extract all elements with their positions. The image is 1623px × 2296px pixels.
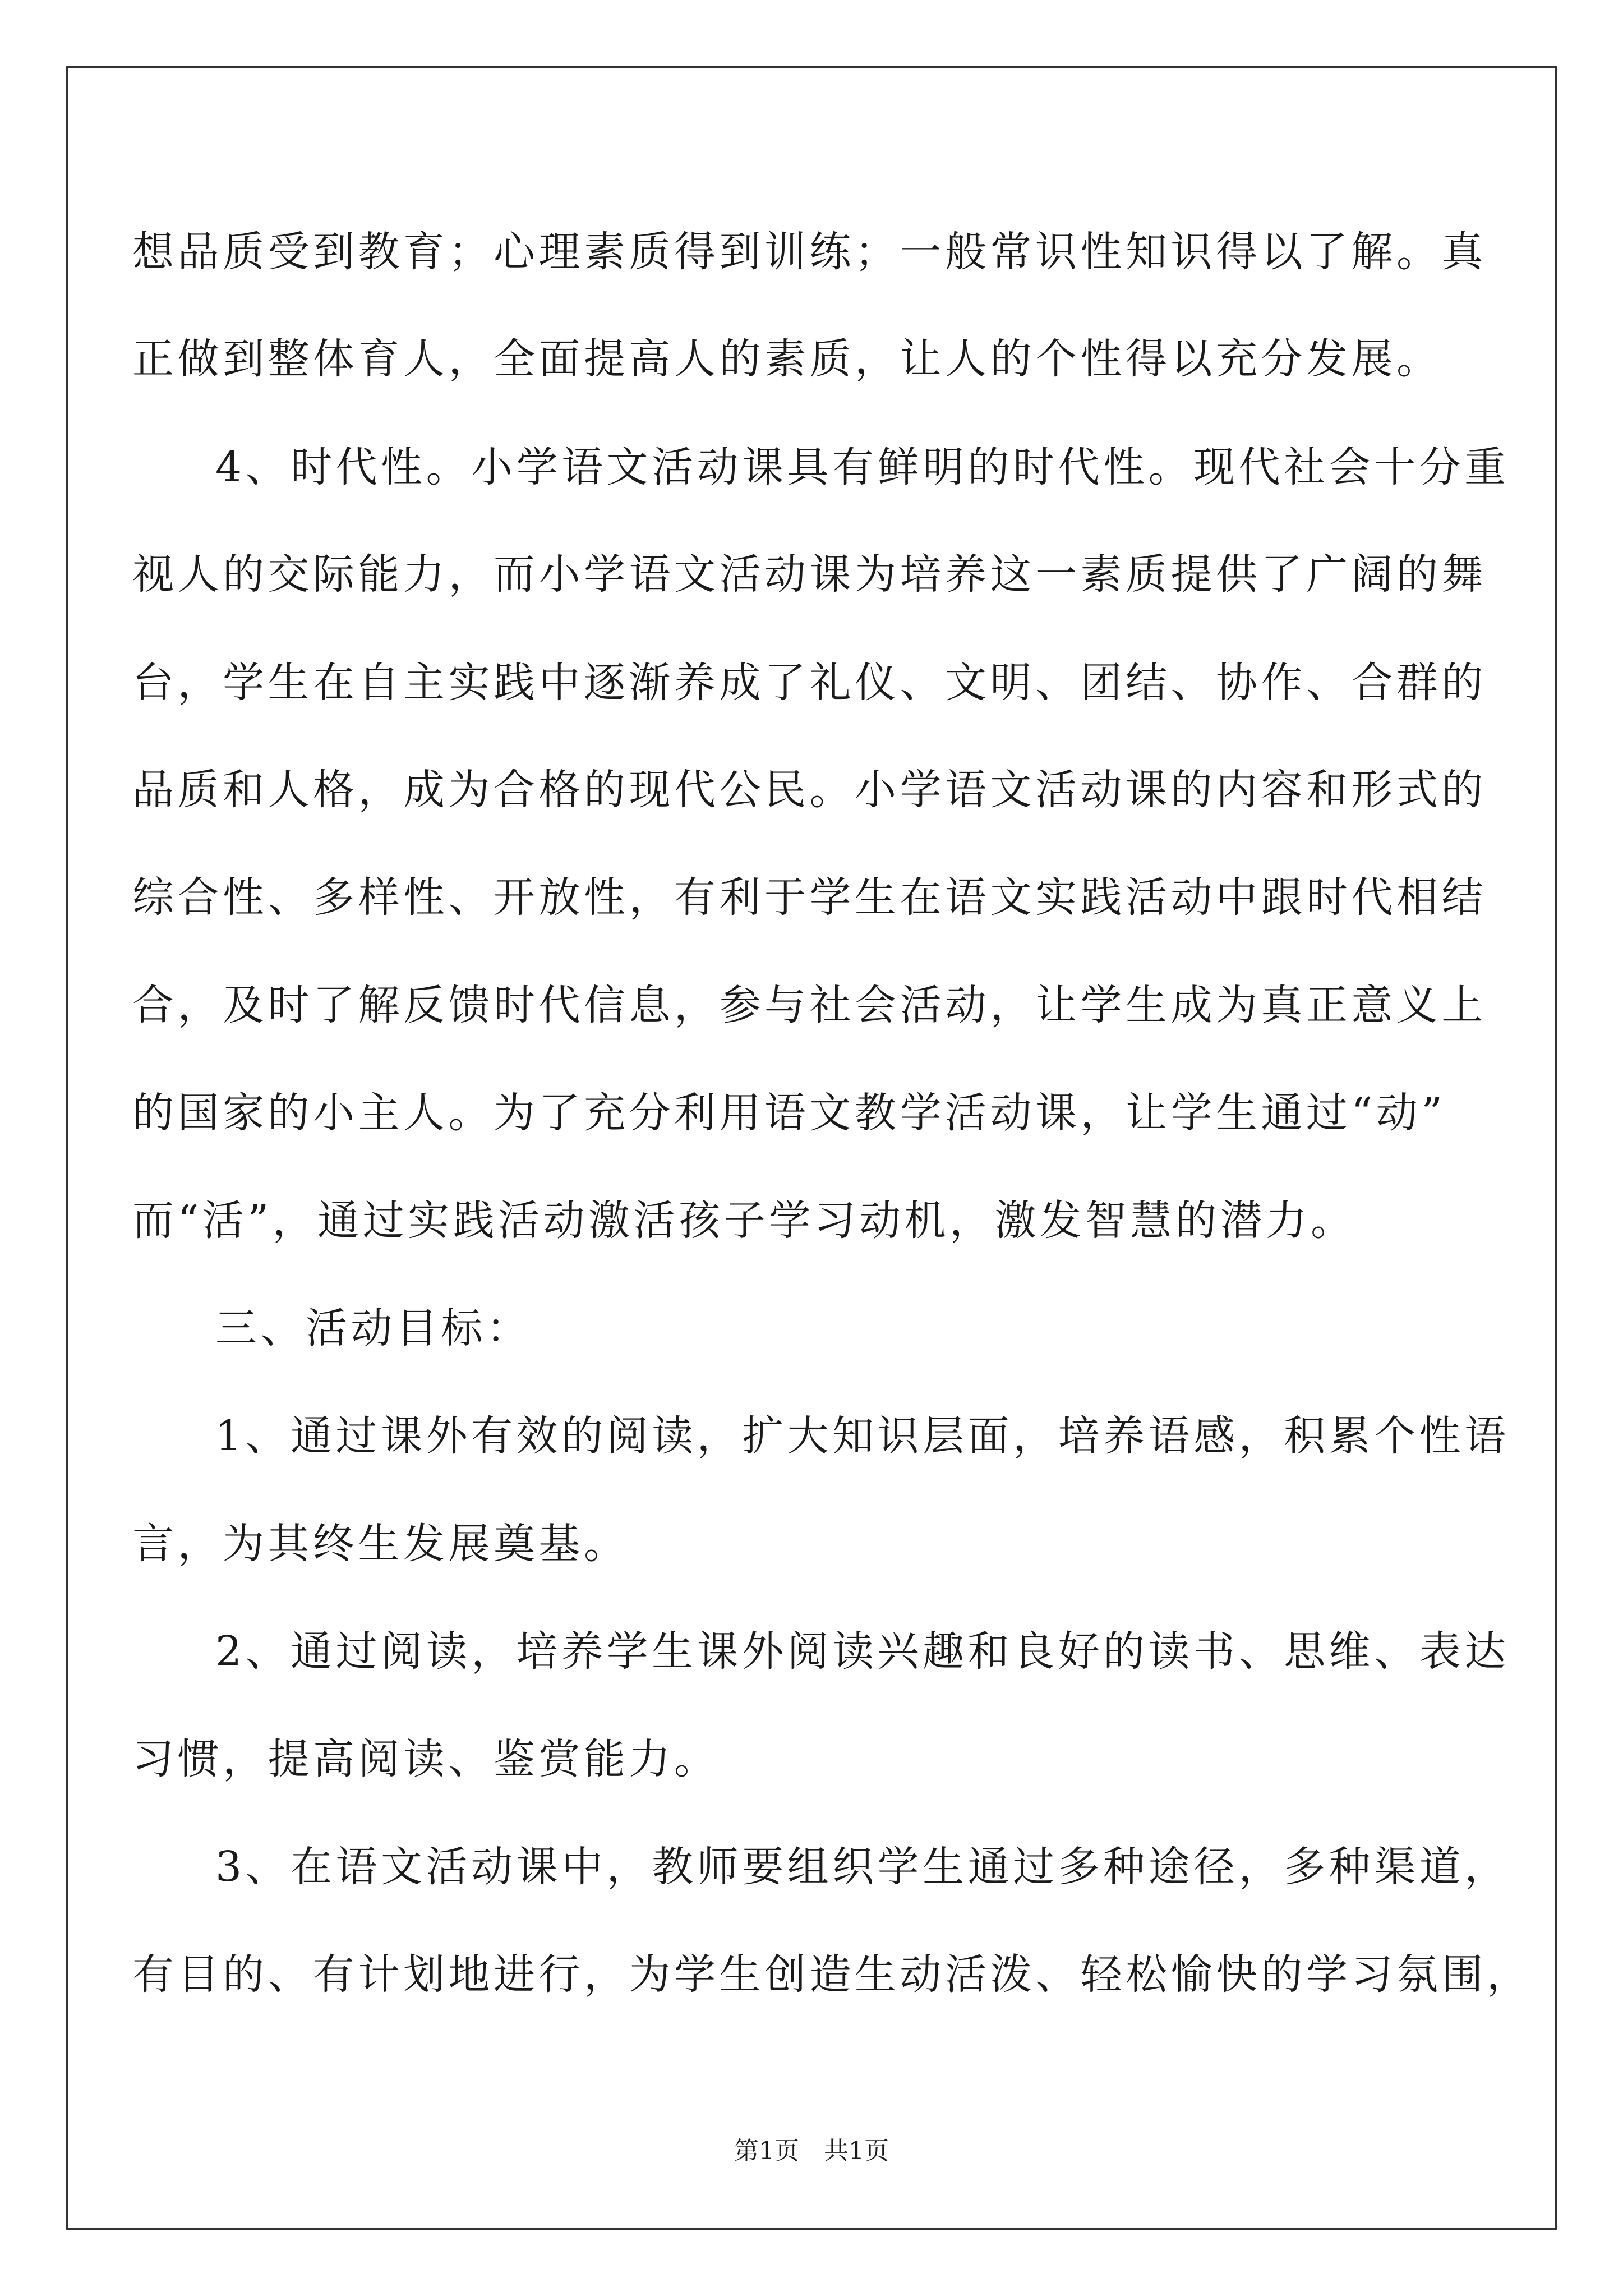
text-line: 想品质受到教育；心理素质得到训练；一般常识性知识得以了解。真	[132, 228, 1487, 276]
text-line: 合，及时了解反馈时代信息，参与社会活动，让学生成为真正意义上	[132, 981, 1487, 1029]
text-line: 台，学生在自主实践中逐渐养成了礼仪、文明、团结、协作、合群的	[132, 659, 1487, 707]
page-number: 第1页 共1页	[734, 2137, 889, 2165]
text-line: 而“活”，通过实践活动激活孩子学习动机，激发智慧的潜力。	[132, 1197, 1356, 1245]
text-line: 1、通过课外有效的阅读，扩大知识层面，培养语感，积累个性语	[215, 1412, 1510, 1460]
text-line: 正做到整体育人，全面提高人的素质，让人的个性得以充分发展。	[132, 335, 1442, 383]
text-line: 有目的、有计划地进行，为学生创造生动活泼、轻松愉快的学习氛围，	[132, 1950, 1532, 1999]
text-line: 品质和人格，成为合格的现代公民。小学语文活动课的内容和形式的	[132, 766, 1487, 814]
text-line: 2、通过阅读，培养学生课外阅读兴趣和良好的读书、思维、表达	[215, 1627, 1510, 1676]
section-heading: 三、活动目标：	[215, 1304, 532, 1352]
text-line: 3、在语文活动课中，教师要组织学生通过多种途径，多种渠道，	[215, 1843, 1510, 1891]
text-line: 习惯，提高阅读、鉴赏能力。	[132, 1735, 720, 1783]
text-line: 的国家的小主人。为了充分利用语文教学活动课，让学生通过“动”	[132, 1089, 1446, 1137]
page-border	[66, 66, 1557, 2230]
text-line: 4、时代性。小学语文活动课具有鲜明的时代性。现代社会十分重	[215, 443, 1510, 491]
text-line: 视人的交际能力，而小学语文活动课为培养这一素质提供了广阔的舞	[132, 550, 1487, 599]
text-line: 言，为其终生发展奠基。	[132, 1520, 629, 1568]
text-line: 综合性、多样性、开放性，有利于学生在语文实践活动中跟时代相结	[132, 873, 1487, 922]
